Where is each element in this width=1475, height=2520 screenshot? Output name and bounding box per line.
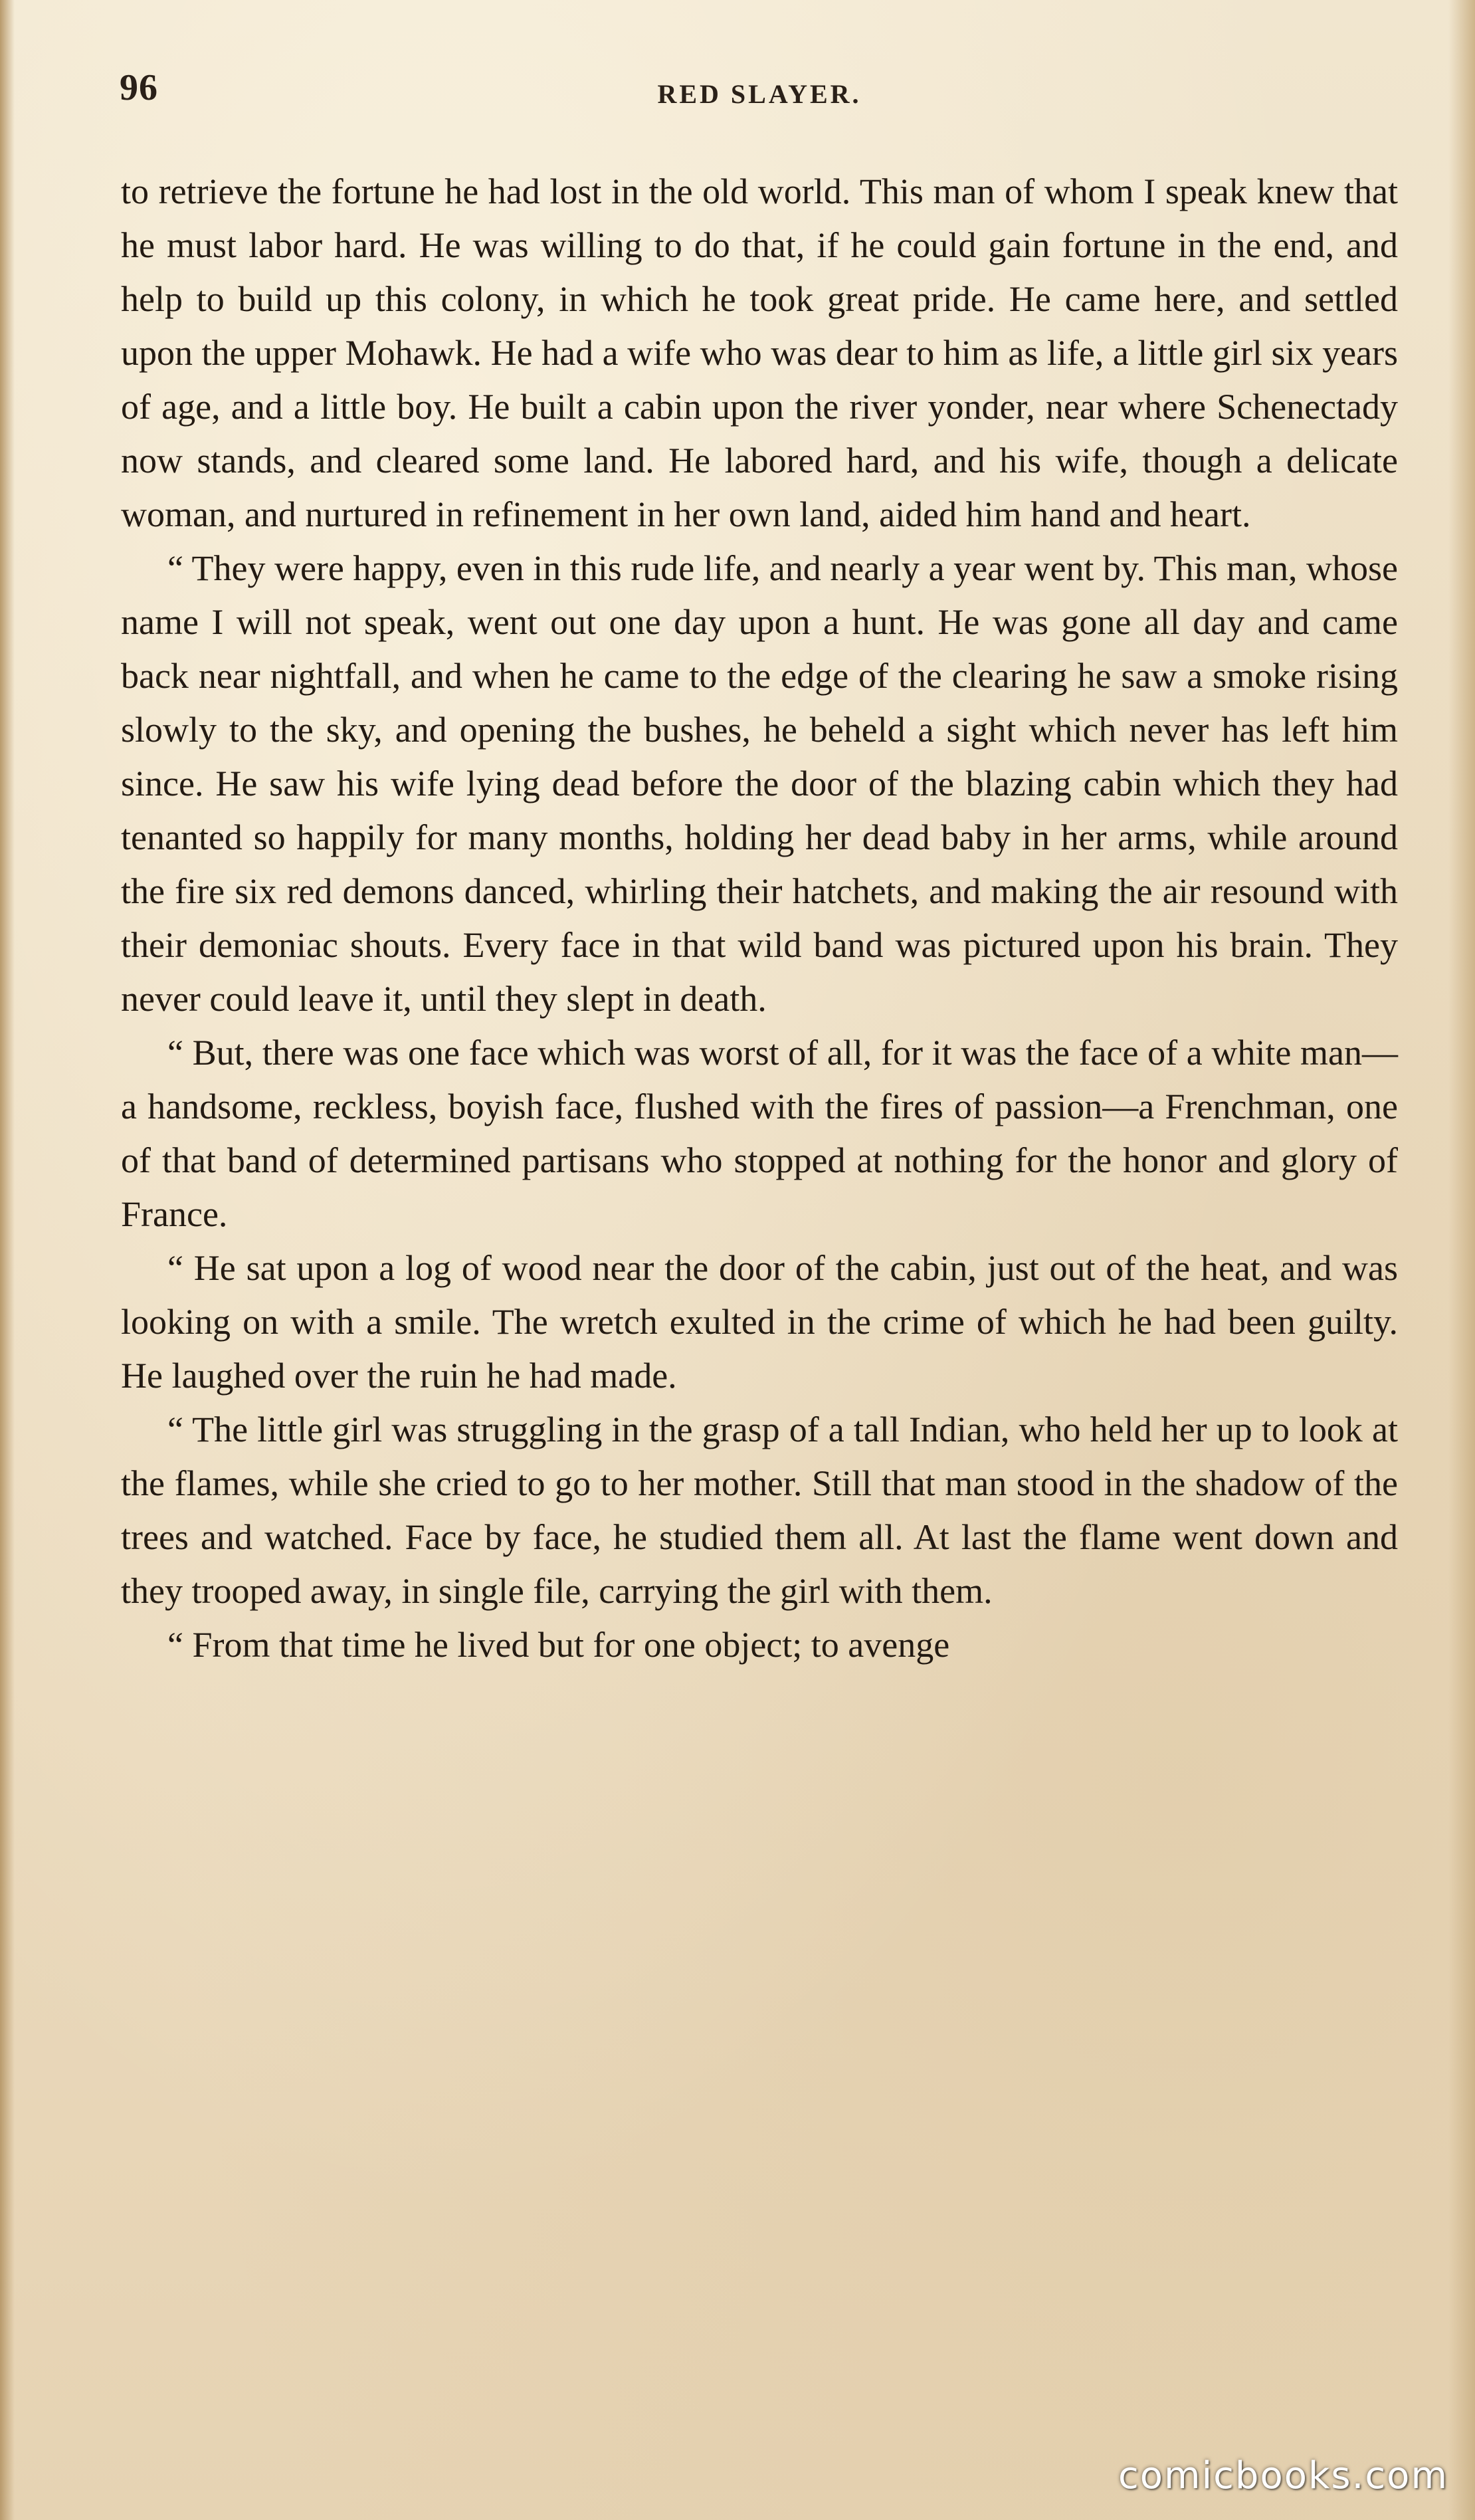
paragraph: “ The little girl was struggling in the grasp of a tall Indian, who held her up to look at the flames, while she cried to go to her mother. Still that man stood in the shadow of the trees and watched. Face by face, he studied them all. At last the flame went down and they trooped away, in single file, carrying the girl with them.: [121, 1410, 1398, 1611]
watermark: comicbooks.com: [1118, 2454, 1448, 2497]
paragraph: “ He sat upon a log of wood near the door of the cabin, just out of the heat, and was looking on with a smile. The wretch exulted in the crime of which he had been guilty. He laughed over the ruin he had made.: [121, 1248, 1398, 1396]
running-head: RED SLAYER.: [657, 79, 862, 109]
page-gutter-shadow: [0, 0, 15, 2520]
body-text: [121, 165, 1398, 1672]
page-header: [120, 66, 1399, 120]
paragraph: to retrieve the fortune he had lost in the old world. This man of whom I speak knew that he must labor hard. He was willing to do that, if he could gain fortune in the end, and help to build up this colony, in which he took great pride. He came here, and settled upon the upper Mohawk. He had a wife who was dear to him as life, a little girl six years of age, and a little boy. He built a cabin upon the river yonder, near where Schenectady now stands, and cleared some land. He labored hard, and his wife, though a delicate woman, and nurtured in refinement in her own land, aided him hand and heart.: [121, 171, 1398, 534]
paragraph: “ But, there was one face which was worst of all, for it was the face of a white man—a handsome, reckless, boyish face, flushed with the fires of passion—a Frenchman, one of that band of determined partisans who stopped at nothing for the honor and glory of France.: [121, 1033, 1398, 1234]
page-number: 96: [120, 67, 158, 108]
paragraph: “ They were happy, even in this rude life, and nearly a year went by. This man, whose name I will not speak, went out one day upon a hunt. He was gone all day and came back near nightfall, and when he came to the edge of the clearing he saw a smoke rising slowly to the sky, and opening the bushes, he beheld a sight which never has left him since. He saw his wife lying dead before the door of the blazing cabin which they had tenanted so happily for many months, holding her dead baby in her arms, while around the fire six red demons danced, whirling their hatchets, and making the air resound with their demoniac shouts. Every face in that wild band was pictured upon his brain. They never could leave it, until they slept in death.: [121, 548, 1398, 1019]
page-edge-shadow: [1448, 0, 1475, 2520]
paragraph: “ From that time he lived but for one object; to avenge: [167, 1625, 950, 1665]
